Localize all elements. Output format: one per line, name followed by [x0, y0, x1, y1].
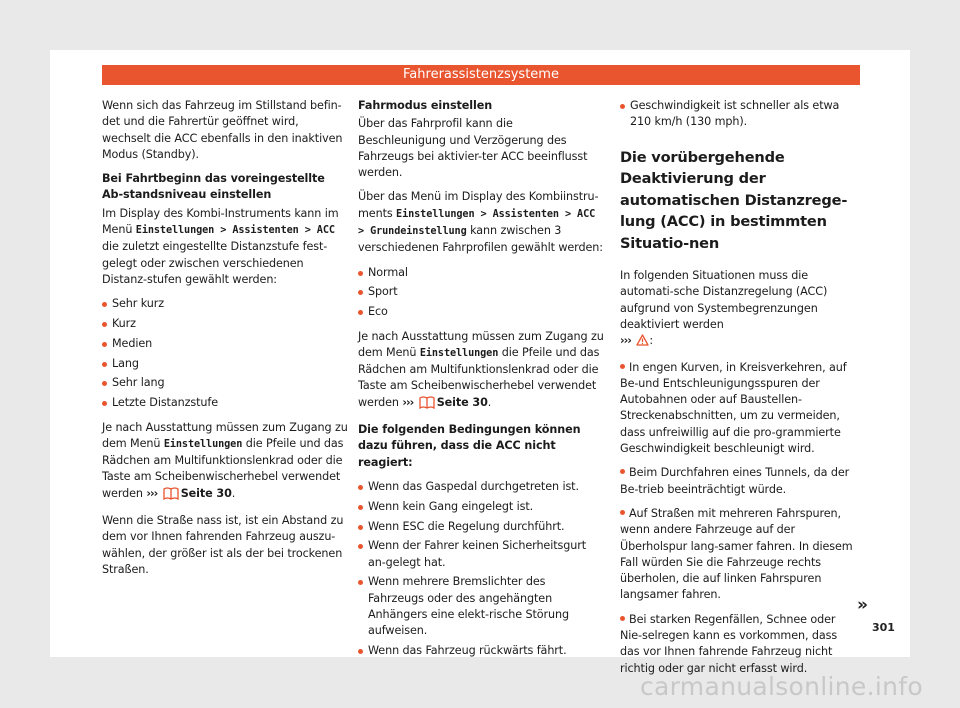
- bullet-icon: [102, 381, 107, 386]
- condition-list: [358, 479, 604, 659]
- bullet-icon: [358, 580, 363, 585]
- list-item: Bei starken Regenfällen, Schnee oder Nie-selregen kann es vorkommen, dass das vor Ihnen fahrende Fahrzeug nicht richtig oder gar nicht erfasst wird.: [620, 612, 838, 675]
- bullet-icon: [358, 271, 363, 276]
- list-item: Wenn das Fahrzeug rückwärts fährt.: [358, 643, 604, 659]
- list-item: Beim Durchfahren eines Tunnels, da der Be-trieb beeinträchtigt würde.: [620, 466, 850, 496]
- bullet-icon: [620, 364, 625, 369]
- reference-arrows: ›››: [146, 486, 158, 500]
- continue-arrow: »: [857, 595, 868, 615]
- bullet-icon: [620, 616, 625, 621]
- list-item: Kurz: [102, 316, 348, 332]
- paragraph: Im Display des Kombi-Instruments kann im Menü Einstellungen > Assistenten > ACC die zuletzt eingestellte Distanzstufe fest-gelegt oder zwischen verschiedenen Distanz-stufen gewählt werden:: [102, 206, 339, 286]
- paragraph: Über das Menü im Display des Kombiinstru-ments Einstellungen > Assistenten > ACC > Grundeinstellung kann zwischen 3 verschiedenen Fahrprofilen gewählt werden:: [358, 190, 603, 255]
- reference-arrows: ›››: [620, 334, 631, 348]
- bullet-icon: [102, 322, 107, 327]
- subheading: Bei Fahrtbeginn das voreingestellte Ab-standsniveau einstellen: [102, 172, 325, 202]
- menu-path: Einstellungen > Assistenten > ACC > Grundeinstellung: [358, 208, 596, 238]
- paragraph: Wenn sich das Fahrzeug im Stillstand befin-det und die Fahrertür geöffnet wird, wechselt die ACC ebenfalls in den inaktiven Modus (Standby).: [102, 99, 343, 161]
- menu-path: Einstellungen > Assistenten > ACC: [135, 225, 335, 237]
- list-item: Eco: [358, 304, 604, 320]
- bullet-icon: [358, 505, 363, 510]
- bullet-icon: [620, 510, 625, 515]
- bullet-icon: [358, 290, 363, 295]
- list-item: Wenn mehrere Bremslichter des Fahrzeugs oder des angehängten Anhängers eine elekt-rische Störung aufweisen.: [358, 574, 604, 639]
- list-item: Sehr kurz: [102, 296, 348, 312]
- list-item: Lang: [102, 356, 348, 372]
- list-item: Letzte Distanzstufe: [102, 395, 348, 411]
- page-reference-link[interactable]: Seite 30: [180, 486, 232, 500]
- paragraph: Je nach Ausstattung müssen zum Zugang zu dem Menü Einstellungen die Pfeile und das Rädchen am Multifunktionslenkrad oder die Taste am Scheibenwischerhebel verwendet werden ››› Seite 30.: [358, 329, 604, 414]
- column-middle: [358, 98, 604, 667]
- distance-level-list: [102, 296, 348, 411]
- driving-profile-list: [358, 265, 604, 321]
- list-item: Wenn ESC die Regelung durchführt.: [358, 519, 604, 535]
- bullet-icon: [102, 362, 107, 367]
- list-item: Medien: [102, 336, 348, 352]
- manual-page: [50, 50, 910, 675]
- list-item: Auf Straßen mit mehreren Fahrspuren, wenn andere Fahrzeuge auf der Überholspur lang-samer fahren. In diesem Fall würden Sie die Fahrzeuge rechts überholen, die auf linken Fahrspuren langsamer fahren.: [620, 506, 853, 602]
- list-item: Normal: [358, 265, 604, 281]
- bullet-icon: [620, 104, 625, 109]
- book-icon: [163, 487, 179, 505]
- bullet-icon: [358, 649, 363, 654]
- bullet-icon: [358, 310, 363, 315]
- paragraph: Je nach Ausstattung müssen zum Zugang zu dem Menü Einstellungen die Pfeile und das Rädchen am Multifunktionslenkrad oder die Taste am Scheibenwischerhebel verwendet werden ››› Seite 30.: [102, 420, 348, 505]
- bullet-icon: [102, 302, 107, 307]
- list-item: Sport: [358, 284, 604, 300]
- bullet-icon: [358, 525, 363, 530]
- page-number: 301: [872, 621, 895, 634]
- list-item: Wenn der Fahrer keinen Sicherheitsgurt an-gelegt hat.: [358, 538, 604, 571]
- paragraph: Wenn die Straße nass ist, ist ein Abstand zu dem vor Ihnen fahrenden Fahrzeug auszu-wählen, der größer ist als der bei trockenen Straßen.: [102, 514, 344, 576]
- bullet-icon: [358, 485, 363, 490]
- condition-list-continued: [620, 98, 860, 131]
- paragraph: Über das Fahrprofil kann die Beschleunigung und Verzögerung des Fahrzeugs bei aktivier-ter ACC beeinflusst werden.: [358, 117, 588, 180]
- list-item: Sehr lang: [102, 375, 348, 391]
- section-header: Fahrerassistenzsysteme: [102, 65, 860, 85]
- section-heading: Die vorübergehende Deaktivierung der automatischen Distanzrege-lung (ACC) in bestimmten Situatio-nen: [620, 148, 848, 252]
- bullet-icon: [620, 469, 625, 474]
- bullet-icon: [358, 544, 363, 549]
- menu-path: Einstellungen: [419, 347, 499, 359]
- watermark: carmanualsonline.info: [640, 672, 923, 701]
- warning-icon[interactable]: [636, 334, 649, 351]
- subheading: Die folgenden Bedingungen können dazu führen, dass die ACC nicht reagiert:: [358, 423, 581, 469]
- bullet-icon: [102, 401, 107, 406]
- menu-path: Einstellungen: [163, 438, 243, 450]
- bullet-icon: [102, 342, 107, 347]
- column-left: [102, 98, 348, 586]
- list-item: Wenn das Gaspedal durchgetreten ist.: [358, 479, 604, 495]
- paragraph: In folgenden Situationen muss die automati-sche Distanzregelung (ACC) aufgrund von Systembegrenzungen deaktiviert werden ››› :: [620, 268, 860, 351]
- list-item: Wenn kein Gang eingelegt ist.: [358, 499, 604, 515]
- page-reference-link[interactable]: Seite 30: [436, 395, 488, 409]
- list-item: In engen Kurven, in Kreisverkehren, auf Be-und Entschleunigungsspuren der Autobahnen oder auf Baustellen-Streckenabschnitten, um zu vermeiden, dass unfreiwillig auf die pro-grammierte Geschwindigkeit beschleunigt wird.: [620, 360, 847, 456]
- column-right: [620, 98, 860, 685]
- list-item: Geschwindigkeit ist schneller als etwa 210 km/h (130 mph).: [620, 98, 860, 131]
- book-icon: [419, 396, 435, 414]
- subheading: Fahrmodus einstellen: [358, 99, 493, 112]
- reference-arrows: ›››: [402, 395, 414, 409]
